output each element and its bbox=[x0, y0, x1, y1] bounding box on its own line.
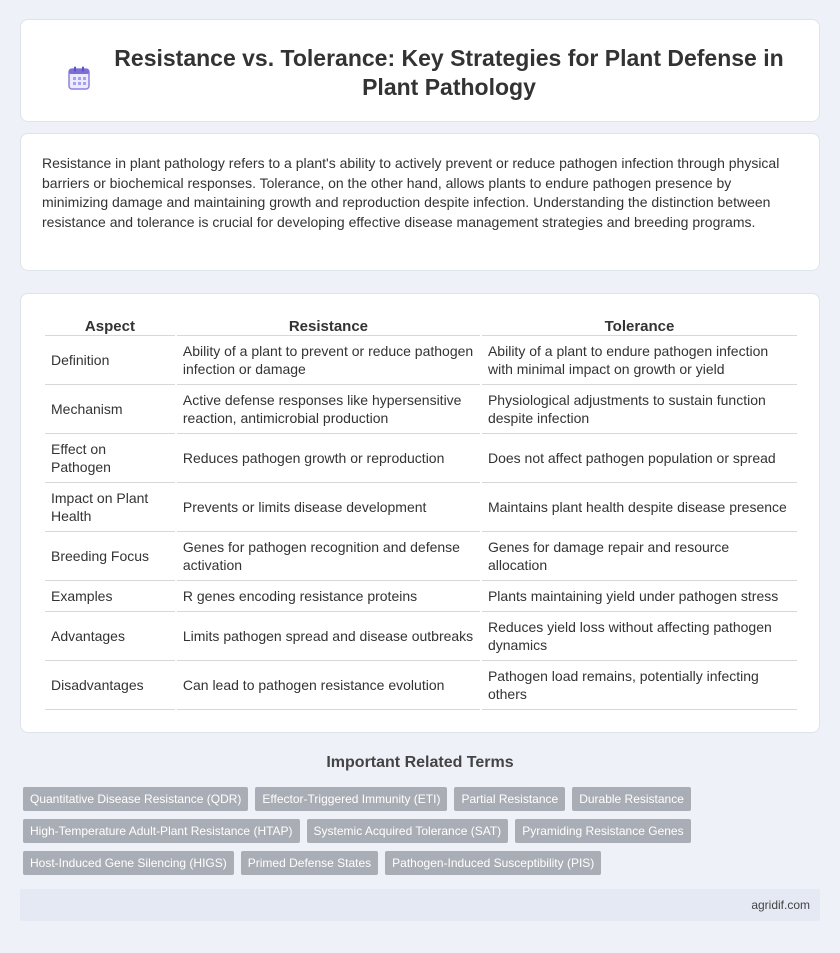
document-list-icon bbox=[68, 66, 90, 90]
resistance-cell: Active defense responses like hypersensitive reaction, antimicrobial production bbox=[177, 385, 480, 434]
intro-paragraph: Resistance in plant pathology refers to a plant's ability to actively prevent or reduce pathogen infection through physical barriers or biochemical responses. Tolerance, on the other hand, allows plants to endure pathogen presence by minimizing damage and maintaining growth and reproduction despite infection. Understanding the distinction between resistance and tolerance is crucial for developing effective disease management strategies and breeding programs. bbox=[42, 155, 780, 230]
resistance-cell: Limits pathogen spread and disease outbreaks bbox=[177, 612, 480, 661]
title-card bbox=[20, 19, 820, 122]
resistance-cell: Can lead to pathogen resistance evolution bbox=[177, 661, 480, 710]
column-header-resistance: Resistance bbox=[177, 316, 480, 336]
resistance-cell: R genes encoding resistance proteins bbox=[177, 581, 480, 612]
table-row bbox=[45, 581, 797, 612]
table-row bbox=[45, 483, 797, 532]
related-term-tag[interactable]: Primed Defense States bbox=[241, 851, 378, 875]
aspect-cell: Mechanism bbox=[45, 385, 175, 434]
page-title: Resistance vs. Tolerance: Key Strategies for Plant Defense in Plant Pathology bbox=[114, 45, 784, 100]
table-row bbox=[45, 532, 797, 581]
related-term-tag[interactable]: Pyramiding Resistance Genes bbox=[515, 819, 690, 843]
footer-site-link[interactable]: agridif.com bbox=[751, 898, 810, 912]
resistance-cell: Prevents or limits disease development bbox=[177, 483, 480, 532]
tolerance-cell: Ability of a plant to endure pathogen infection with minimal impact on growth or yield bbox=[482, 336, 797, 385]
related-terms-list bbox=[23, 787, 803, 875]
related-term-tag[interactable]: Quantitative Disease Resistance (QDR) bbox=[23, 787, 248, 811]
table-row bbox=[45, 612, 797, 661]
aspect-cell: Examples bbox=[45, 581, 175, 612]
column-header-aspect: Aspect bbox=[45, 316, 175, 336]
related-term-tag[interactable]: Systemic Acquired Tolerance (SAT) bbox=[307, 819, 509, 843]
resistance-cell: Ability of a plant to prevent or reduce pathogen infection or damage bbox=[177, 336, 480, 385]
aspect-cell: Impact on Plant Health bbox=[45, 483, 175, 532]
related-term-tag[interactable]: Pathogen-Induced Susceptibility (PIS) bbox=[385, 851, 601, 875]
tolerance-cell: Does not affect pathogen population or spread bbox=[482, 434, 797, 483]
resistance-cell: Genes for pathogen recognition and defense activation bbox=[177, 532, 480, 581]
tolerance-cell: Reduces yield loss without affecting pathogen dynamics bbox=[482, 612, 797, 661]
related-terms-heading: Important Related Terms bbox=[326, 754, 514, 771]
related-term-tag[interactable]: High-Temperature Adult-Plant Resistance (HTAP) bbox=[23, 819, 300, 843]
footer bbox=[20, 889, 820, 921]
aspect-cell: Advantages bbox=[45, 612, 175, 661]
resistance-cell: Reduces pathogen growth or reproduction bbox=[177, 434, 480, 483]
column-header-tolerance: Tolerance bbox=[482, 316, 797, 336]
table-row bbox=[45, 385, 797, 434]
comparison-table bbox=[43, 316, 799, 710]
related-term-tag[interactable]: Host-Induced Gene Silencing (HIGS) bbox=[23, 851, 234, 875]
aspect-cell: Effect on Pathogen bbox=[45, 434, 175, 483]
aspect-cell: Breeding Focus bbox=[45, 532, 175, 581]
intro-card bbox=[20, 133, 820, 271]
table-row bbox=[45, 661, 797, 710]
tolerance-cell: Genes for damage repair and resource allocation bbox=[482, 532, 797, 581]
related-term-tag[interactable]: Effector-Triggered Immunity (ETI) bbox=[255, 787, 447, 811]
related-term-tag[interactable]: Partial Resistance bbox=[454, 787, 565, 811]
comparison-table-card bbox=[20, 293, 820, 733]
tolerance-cell: Plants maintaining yield under pathogen stress bbox=[482, 581, 797, 612]
tolerance-cell: Pathogen load remains, potentially infecting others bbox=[482, 661, 797, 710]
related-term-tag[interactable]: Durable Resistance bbox=[572, 787, 691, 811]
tolerance-cell: Maintains plant health despite disease presence bbox=[482, 483, 797, 532]
aspect-cell: Definition bbox=[45, 336, 175, 385]
table-row bbox=[45, 434, 797, 483]
table-row bbox=[45, 336, 797, 385]
table-header-row bbox=[45, 316, 797, 336]
tolerance-cell: Physiological adjustments to sustain function despite infection bbox=[482, 385, 797, 434]
aspect-cell: Disadvantages bbox=[45, 661, 175, 710]
